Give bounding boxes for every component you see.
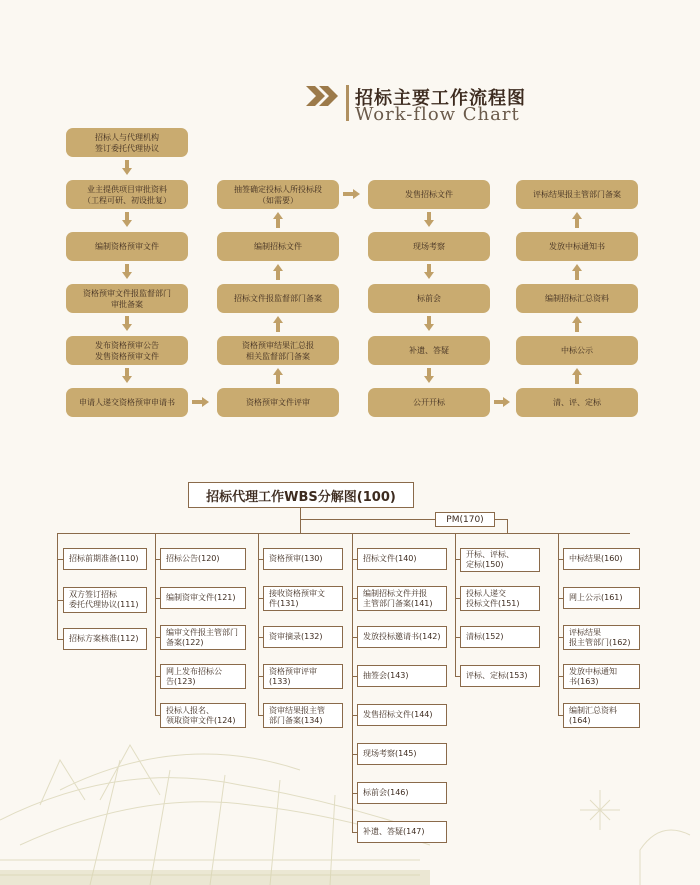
wbs-connector: [258, 533, 259, 716]
wbs-node-152: 清标(152): [460, 626, 540, 648]
flow-step-addenda-qa: 补遗、答疑: [368, 336, 490, 365]
flow-step-sell-tender-docs: 发售招标文件: [368, 180, 490, 209]
wbs-connector: [57, 533, 58, 640]
flow-step-results-filing: 评标结果报主管部门备案: [516, 180, 638, 209]
wbs-node-122: 编审文件报主管部门 备案(122): [160, 625, 246, 650]
flow-step-prepare-prequal-docs: 编制资格预审文件: [66, 232, 188, 261]
arrow-up-icon: [572, 368, 582, 375]
flow-step-draw-lots: 抽签确定投标人所投标段 （如需要）: [217, 180, 339, 209]
flow-arrow-stem: [276, 271, 280, 280]
wbs-node-111: 双方签订招标 委托代理协议(111): [63, 587, 147, 613]
wbs-connector: [558, 533, 559, 716]
wbs-node-134: 资审结果报主管 部门备案(134): [263, 703, 343, 728]
wbs-node-133: 资格预审评审 (133): [263, 664, 343, 689]
wbs-node-140: 招标文件(140): [357, 548, 447, 570]
arrow-up-icon: [273, 212, 283, 219]
flow-step-issue-award-notice: 发放中标通知书: [516, 232, 638, 261]
flow-step-publish-prequal-notice: 发布资格预审公告 发售资格预审文件: [66, 336, 188, 365]
flow-step-prequal-review: 资格预审文件评审: [217, 388, 339, 417]
wbs-connector: [507, 519, 508, 533]
flow-step-pre-bid-meeting: 标前会: [368, 284, 490, 313]
flow-step-prepare-tender-docs: 编制招标文件: [217, 232, 339, 261]
wbs-node-120: 招标公告(120): [160, 548, 246, 570]
chart-title-cn: 招标主要工作流程图: [355, 88, 526, 109]
flow-step-compile-summary: 编制招标汇总资料: [516, 284, 638, 313]
wbs-node-142: 发放投标邀请书(142): [357, 626, 447, 648]
flow-arrow-stem: [575, 271, 579, 280]
title-divider: [346, 85, 349, 121]
arrow-up-icon: [273, 316, 283, 323]
flow-step-tender-docs-filing: 招标文件报监督部门备案: [217, 284, 339, 313]
wbs-node-145: 现场考察(145): [357, 743, 447, 765]
flow-step-provide-approval-docs: 业主提供项目审批资料 （工程可研、初设批复）: [66, 180, 188, 209]
arrow-up-icon: [273, 368, 283, 375]
flow-arrow-stem: [575, 219, 579, 228]
flow-arrow-stem: [276, 219, 280, 228]
flow-arrow-stem: [343, 192, 353, 196]
arrow-down-icon: [122, 272, 132, 279]
wbs-node-143: 抽签会(143): [357, 665, 447, 687]
wbs-node-130: 资格预审(130): [263, 548, 343, 570]
arrow-down-icon: [122, 168, 132, 175]
flow-step-clarify-evaluate-award: 清、评、定标: [516, 388, 638, 417]
arrow-right-icon: [202, 397, 209, 407]
wbs-node-151: 投标人递交 投标文件(151): [460, 586, 540, 611]
wbs-node-144: 发售招标文件(144): [357, 704, 447, 726]
wbs-node-123: 网上发布招标公 告(123): [160, 664, 246, 689]
arrow-up-icon: [572, 264, 582, 271]
wbs-connector: [352, 533, 353, 833]
arrow-down-icon: [424, 324, 434, 331]
wbs-connector: [300, 519, 435, 520]
wbs-node-162: 评标结果 报主管部门(162): [563, 625, 640, 650]
wbs-node-164: 编制汇总资料 (164): [563, 703, 640, 728]
wbs-connector: [155, 533, 156, 716]
flow-step-prequal-results-filing: 资格预审结果汇总报 相关监督部门备案: [217, 336, 339, 365]
arrow-down-icon: [424, 376, 434, 383]
arrow-up-icon: [572, 316, 582, 323]
flow-step-public-bid-opening: 公开开标: [368, 388, 490, 417]
wbs-node-153: 评标、定标(153): [460, 665, 540, 687]
double-chevron-icon: [306, 86, 342, 106]
wbs-connector: [300, 520, 301, 533]
wbs-node-110: 招标前期准备(110): [63, 548, 147, 570]
arrow-down-icon: [424, 220, 434, 227]
flow-step-award-publicity: 中标公示: [516, 336, 638, 365]
chart-title-en: Work-flow Chart: [355, 104, 520, 125]
arrow-down-icon: [424, 272, 434, 279]
flow-step-prequal-docs-approval: 资格预审文件报监督部门 审批备案: [66, 284, 188, 313]
wbs-root-node: 招标代理工作WBS分解图(100): [188, 482, 414, 508]
wbs-connector: [455, 533, 456, 677]
arrow-right-icon: [353, 189, 360, 199]
arrow-down-icon: [122, 376, 132, 383]
flow-arrow-stem: [494, 400, 503, 404]
wbs-node-131: 接收资格预审文 件(131): [263, 586, 343, 611]
wbs-horizontal-bus: [57, 533, 630, 534]
wbs-node-124: 投标人报名、 领取资审文件(124): [160, 703, 246, 728]
wbs-node-147: 补遗、答疑(147): [357, 821, 447, 843]
flow-arrow-stem: [192, 400, 202, 404]
flow-arrow-stem: [575, 323, 579, 332]
flow-step-submit-prequal-application: 申请人递交资格预审申请书: [66, 388, 188, 417]
wbs-node-150: 开标、评标、 定标(150): [460, 548, 540, 572]
wbs-node-121: 编制资审文件(121): [160, 587, 246, 609]
arrow-up-icon: [572, 212, 582, 219]
arrow-up-icon: [273, 264, 283, 271]
wbs-node-112: 招标方案核准(112): [63, 628, 147, 650]
wbs-connector: [495, 519, 507, 520]
arrow-right-icon: [503, 397, 510, 407]
flow-step-site-visit: 现场考察: [368, 232, 490, 261]
wbs-node-161: 网上公示(161): [563, 587, 640, 609]
flow-arrow-stem: [276, 323, 280, 332]
wbs-node-141: 编制招标文件并报 主管部门备案(141): [357, 586, 447, 611]
flow-arrow-stem: [575, 375, 579, 384]
flow-arrow-stem: [276, 375, 280, 384]
arrow-down-icon: [122, 220, 132, 227]
wbs-node-160: 中标结果(160): [563, 548, 640, 570]
wbs-node-163: 发放中标通知 书(163): [563, 664, 640, 689]
flow-step-sign-agreement: 招标人与代理机构 签订委托代理协议: [66, 128, 188, 157]
wbs-pm-node: PM(170): [435, 512, 495, 527]
wbs-node-132: 资审摘录(132): [263, 626, 343, 648]
arrow-down-icon: [122, 324, 132, 331]
wbs-node-146: 标前会(146): [357, 782, 447, 804]
